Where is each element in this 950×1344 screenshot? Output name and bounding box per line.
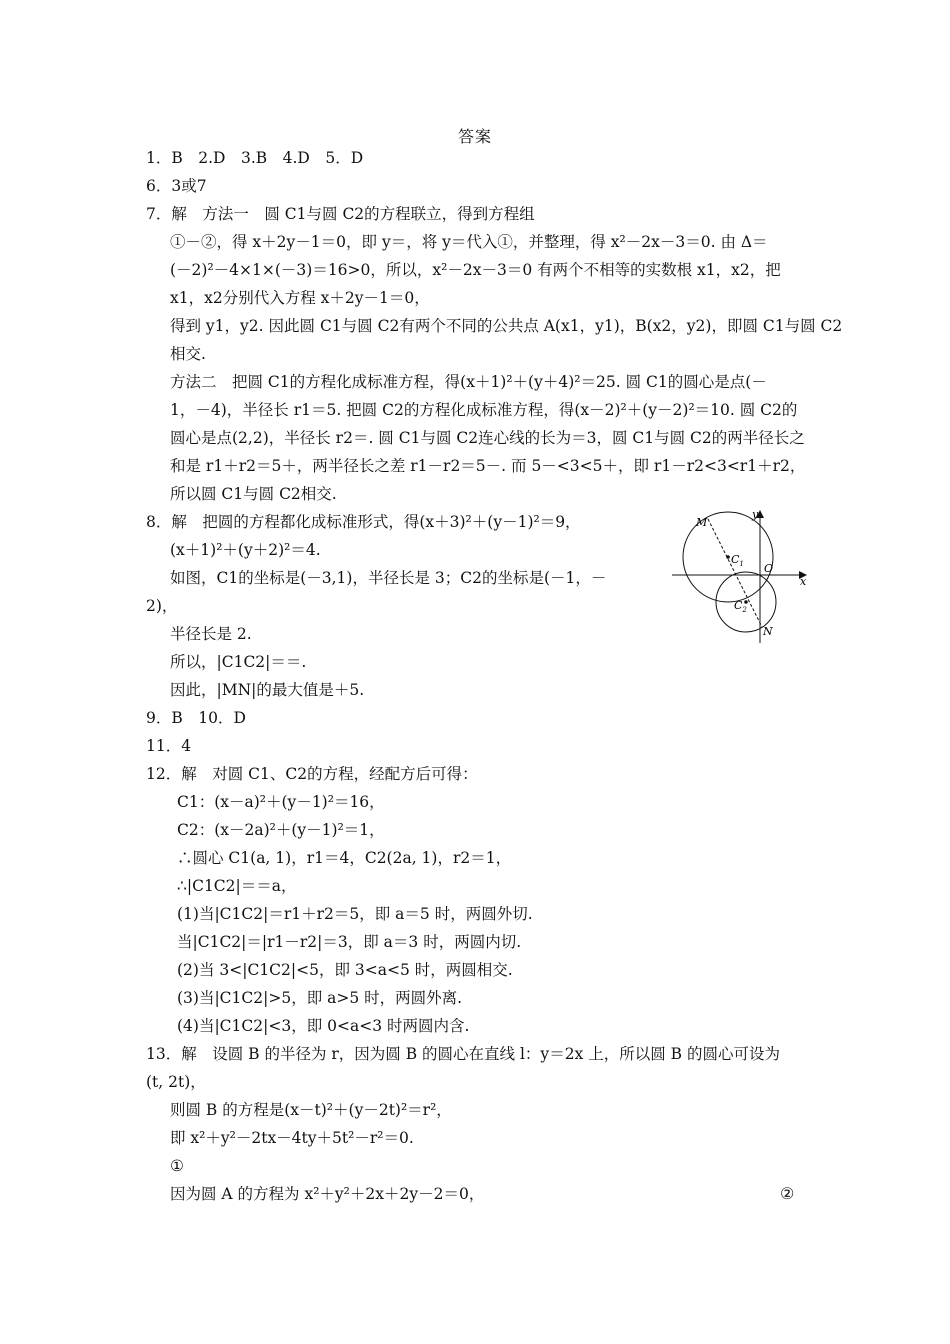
label-c1: $C_1$ xyxy=(731,553,744,568)
answer-7-line: 1，－4)，半径长 r1＝5. 把圆 C2的方程化成标准方程，得(x－2)²＋(y－2)²＝10. 圆 C2的 xyxy=(170,401,798,419)
answer-8-line: 2)， xyxy=(146,597,178,615)
answer-7-line: 方法二 把圆 C1的方程化成标准方程，得(x＋1)²＋(y＋4)²＝25. 圆 C1的圆心是点(－ xyxy=(170,373,767,391)
answer-12-line: C2：(x－2a)²＋(y－1)²＝1， xyxy=(177,821,385,839)
answer-7-line: x1，x2分别代入方程 x＋2y－1＝0， xyxy=(170,289,430,307)
answer-12-line: (4)当|C1C2|<3，即 0<a<3 时两圆内含. xyxy=(177,1017,470,1035)
answer-13-line: 13．解 设圆 B 的半径为 r，因为圆 B 的圆心在直线 l：y＝2x 上，所以圆 B 的圆心可设为 xyxy=(146,1045,780,1063)
answer-12-line: C1：(x－a)²＋(y－1)²＝16， xyxy=(177,793,385,811)
answer-8-line: 所以，|C1C2|＝＝. xyxy=(170,653,307,671)
answer-13-line: 即 x²＋y²－2tx－4ty＋5t²－r²＝0. xyxy=(170,1129,414,1147)
label-y: y xyxy=(752,508,759,521)
answer-7-line: 和是 r1＋r2＝5＋，两半径长之差 r1－r2＝5－. 而 5－<3<5＋，即 r1－r2<3<r1＋r2， xyxy=(170,457,806,475)
answer-7-line: 7．解 方法一 圆 C1与圆 C2的方程联立，得到方程组 xyxy=(146,205,535,223)
label-c2: $C_2$ xyxy=(734,599,747,614)
answer-12-line: ∴圆心 C1(a, 1)，r1＝4，C2(2a, 1)，r2＝1， xyxy=(177,849,512,867)
answer-7-line: 得到 y1，y2. 因此圆 C1与圆 C2有两个不同的公共点 A(x1，y1)，B(x2，y2)，即圆 C1与圆 C2 xyxy=(170,317,843,335)
answer-7-line: 所以圆 C1与圆 C2相交. xyxy=(170,485,337,503)
answer-12-line: ∴|C1C2|＝＝a， xyxy=(177,877,297,895)
answer-9-10: 9．B 10．D xyxy=(146,709,246,727)
answer-8-line: 因此，|MN|的最大值是＋5. xyxy=(170,681,365,699)
answer-11: 11．4 xyxy=(146,737,192,755)
two-circles-figure xyxy=(670,505,820,645)
label-n: N xyxy=(763,625,773,638)
equation-marker: ② xyxy=(780,1184,795,1203)
label-m: M xyxy=(696,516,708,529)
answer-7-line: ①－②，得 x＋2y－1＝0，即 y＝，将 y＝代入①，并整理，得 x²－2x－3＝0. 由 Δ＝ xyxy=(170,233,768,251)
answer-8-line: (x＋1)²＋(y＋2)²＝4. xyxy=(170,541,321,559)
answer-7-line: 圆心是点(2,2)，半径长 r2＝. 圆 C1与圆 C2连心线的长为＝3，圆 C1与圆 C2的两半径长之 xyxy=(170,429,805,447)
answer-8-line: 8．解 把圆的方程都化成标准形式，得(x＋3)²＋(y－1)²＝9， xyxy=(146,513,581,531)
answer-12-line: 当|C1C2|＝|r1－r2|＝3，即 a＝3 时，两圆内切. xyxy=(177,933,522,951)
label-o: O xyxy=(764,562,774,575)
label-x: x xyxy=(800,575,807,588)
answer-12-line: (1)当|C1C2|＝r1＋r2＝5，即 a＝5 时，两圆外切. xyxy=(177,905,533,923)
answer-13-line: ① xyxy=(170,1157,184,1175)
c2-point xyxy=(744,600,748,604)
answer-6: 6．3或7 xyxy=(146,177,207,195)
answer-12-line: (2)当 3<|C1C2|<5，即 3<a<5 时，两圆相交. xyxy=(177,961,513,979)
answer-13-line: 则圆 B 的方程是(x－t)²＋(y－2t)²＝r²， xyxy=(170,1101,452,1119)
c1-point xyxy=(726,555,730,559)
answer-8-line: 半径长是 2. xyxy=(170,625,252,643)
answer-12-line: (3)当|C1C2|>5，即 a>5 时，两圆外离. xyxy=(177,989,463,1007)
answer-12-line: 12．解 对圆 C1、C2的方程，经配方后可得： xyxy=(146,765,478,783)
answer-1-5: 1．B 2.D 3.B 4.D 5．D xyxy=(146,149,364,167)
answer-13-line: (t, 2t)， xyxy=(146,1073,206,1091)
answer-13-line: 因为圆 A 的方程为 x²＋y²＋2x＋2y－2＝0， xyxy=(170,1185,485,1203)
answer-7-line: (－2)²－4×1×(－3)＝16>0，所以，x²－2x－3＝0 有两个不相等的实数根 x1，x2，把 xyxy=(170,261,781,279)
answer-8-line: 如图，C1的坐标是(－3,1)，半径长是 3；C2的坐标是(－1，－ xyxy=(170,569,607,587)
page-title: 答案 xyxy=(457,127,492,146)
answer-7-line: 相交. xyxy=(170,345,206,363)
